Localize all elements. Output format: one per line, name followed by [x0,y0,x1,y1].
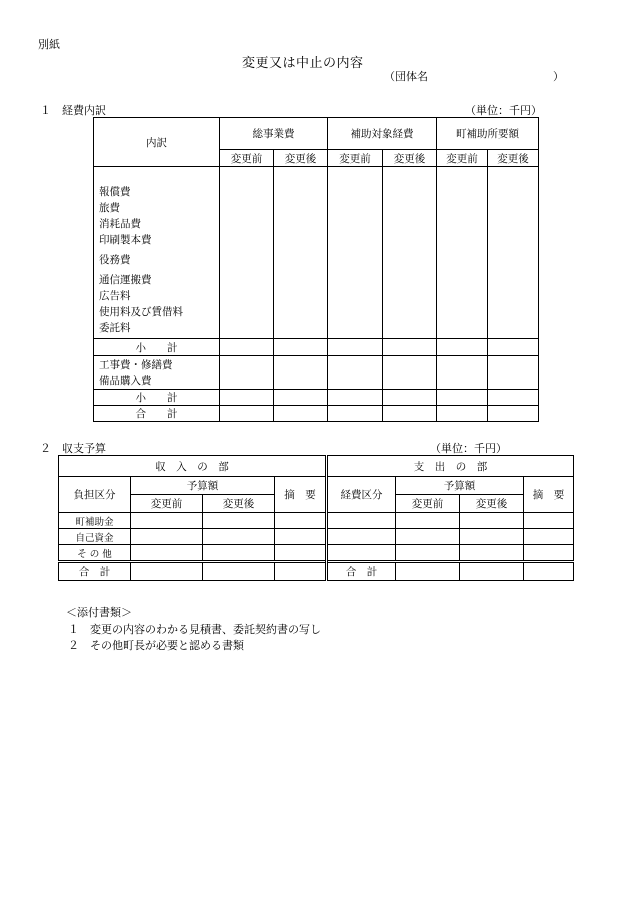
before-header: 変更前 [131,495,203,513]
org-name-label: （団体名 [384,70,428,83]
attachment-item: １ 変更の内容のわかる見積書、委託契約書の写し [68,623,321,636]
section1-unit: （単位：千円） [465,104,542,117]
item: 消耗品費 [99,218,141,230]
income-total-label: 合 計 [59,562,131,581]
cell [488,390,539,406]
before-header: 変更前 [396,495,460,513]
item: 委託料 [99,322,131,334]
items-b-cell [94,356,220,390]
header-town-subsidy: 町補助所要額 [437,118,539,150]
cell [274,356,328,390]
cell [327,529,396,545]
item: 工事費・修繕費 [99,358,173,371]
cell [328,390,383,406]
cell [131,545,203,562]
item: 報償費 [99,186,131,198]
cell [437,356,488,390]
cell [383,167,437,339]
attachments-heading: ＜添付書類＞ [66,606,132,619]
header-item: 内訳 [94,118,220,167]
subtotal-label: 小 計 [94,390,220,406]
cell [274,339,328,356]
cell [383,356,437,390]
income-row-label: そ の 他 [59,545,131,562]
income-row-label: 町補助金 [59,513,131,529]
cell [275,529,327,545]
expense-col-header: 経費区分 [327,477,396,513]
burden-col-header: 負担区分 [59,477,131,513]
cell [437,167,488,339]
cell [437,406,488,422]
cell [203,562,275,581]
cell [131,562,203,581]
cell [328,356,383,390]
summary-col-header: 摘 要 [275,477,327,513]
cell [203,513,275,529]
expense-items-list [94,167,220,339]
cell [383,406,437,422]
cell [274,167,328,339]
subtotal-label: 小 計 [94,339,220,356]
budget-col-header: 予算額 [131,477,275,495]
section2-heading: ２ 収支予算 [40,442,106,455]
cell [274,390,328,406]
cell [220,339,274,356]
item: 印刷製本費 [99,234,152,246]
section2-unit: （単位：千円） [430,442,507,455]
cell [524,529,574,545]
expense-header: 支 出 の 部 [327,456,574,477]
item: 旅費 [99,202,120,214]
cell [460,529,524,545]
item: 役務費 [99,254,131,266]
cell [524,562,574,581]
item: 備品購入費 [99,374,152,387]
income-row-label: 自己資金 [59,529,131,545]
cell [488,167,539,339]
item: 使用料及び賃借料 [99,306,183,318]
expense-breakdown-table [93,117,539,422]
cell [275,562,327,581]
after-header: 変更後 [203,495,275,513]
item: 広告料 [99,290,131,302]
total-label: 合 計 [94,406,220,422]
header-total-project: 総事業費 [220,118,328,150]
cell [220,406,274,422]
header-before: 変更前 [437,150,488,167]
cell [396,529,460,545]
budget-table [58,455,574,581]
header-before: 変更前 [220,150,274,167]
cell [220,167,274,339]
cell [396,562,460,581]
budget-col-header: 予算額 [396,477,524,495]
cell [328,167,383,339]
cell [328,406,383,422]
cell [524,545,574,562]
income-header: 収 入 の 部 [59,456,327,477]
cell [220,356,274,390]
header-after: 変更後 [274,150,328,167]
cell [524,513,574,529]
header-before: 変更前 [328,150,383,167]
header-after: 変更後 [488,150,539,167]
cell [275,545,327,562]
summary-col-header: 摘 要 [524,477,574,513]
cell [131,529,203,545]
expense-total-label: 合 計 [327,562,396,581]
cell [460,562,524,581]
cell [203,529,275,545]
cell [220,390,274,406]
header-after: 変更後 [383,150,437,167]
cell [327,513,396,529]
cell [396,513,460,529]
page-title: 変更又は中止の内容 [242,56,364,71]
cell [203,545,275,562]
cell [437,390,488,406]
cell [396,545,460,562]
cell [460,513,524,529]
attachment-item: ２ その他町長が必要と認める書類 [68,639,244,652]
cell [327,545,396,562]
attachment-label: 別紙 [38,38,60,51]
after-header: 変更後 [460,495,524,513]
cell [275,513,327,529]
cell [488,356,539,390]
cell [131,513,203,529]
cell [328,339,383,356]
cell [274,406,328,422]
cell [383,390,437,406]
item: 通信運搬費 [99,274,152,286]
org-name-close: ） [553,70,564,83]
section1-heading: １ 経費内訳 [40,104,106,117]
header-eligible: 補助対象経費 [328,118,437,150]
cell [460,545,524,562]
cell [437,339,488,356]
cell [488,406,539,422]
cell [488,339,539,356]
cell [383,339,437,356]
